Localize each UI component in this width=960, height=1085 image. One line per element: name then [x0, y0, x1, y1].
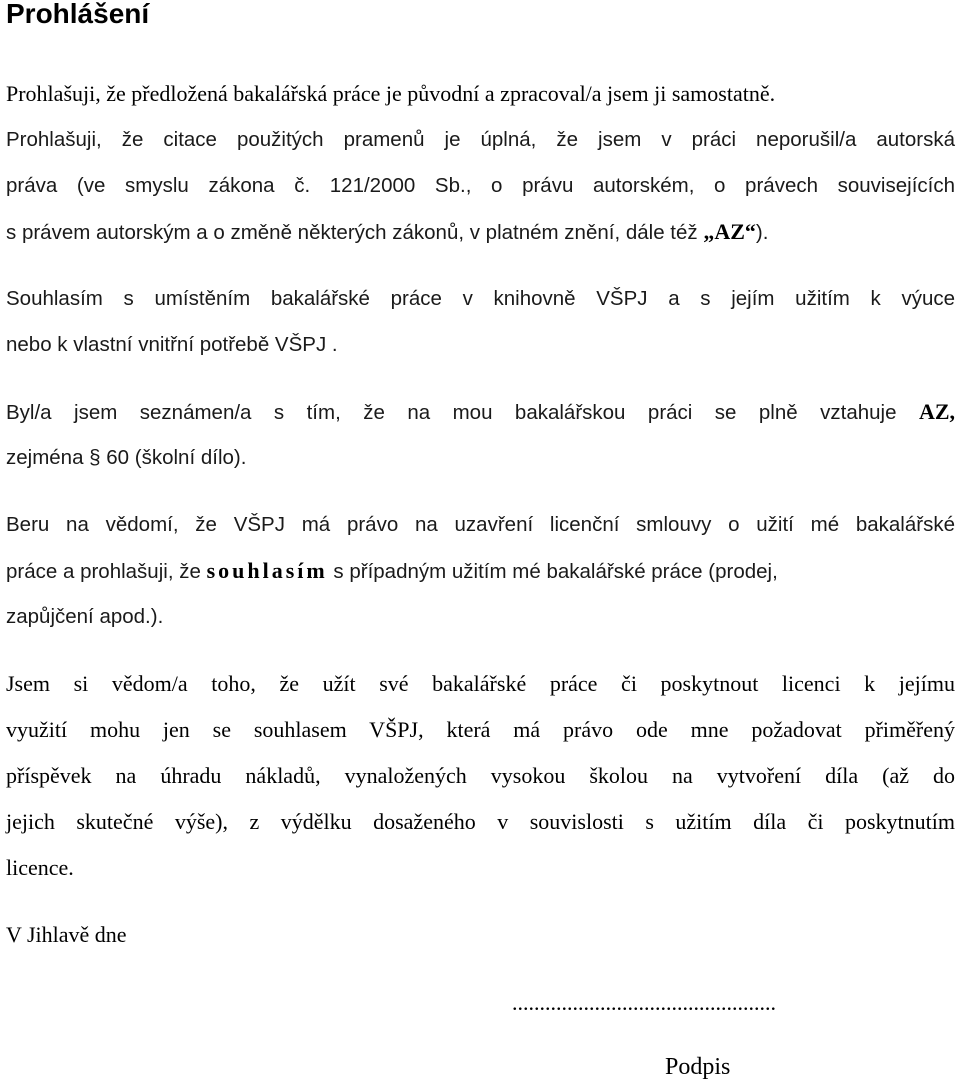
declaration-line-3: práva (ve smyslu zákona č. 121/2000 Sb., o právu autorském, o právech souvisejících: [6, 174, 955, 197]
place-date-line: V Jihlavě dne: [6, 922, 127, 947]
awareness-line-3: příspěvek na úhradu nákladů, vynaložených vysokou školou na vytvoření díla (až do: [6, 763, 955, 788]
awareness-line-2: využití mohu jen se souhlasem VŠPJ, která má právo ode mne požadovat přiměřený: [6, 717, 955, 742]
declaration-line-1: Prohlašuji, že předložená bakalářská práce je původní a zpracoval/a jsem ji samostatně.: [6, 81, 776, 106]
license-line-2-end: s případným užitím mé bakalářské práce (prodej,: [327, 560, 778, 583]
acknowledgement-line-1-text: Byl/a jsem seznámen/a s tím, že na mou bakalářskou práci se plně vztahuje: [6, 401, 919, 424]
acknowledgement-line-2: zejména § 60 (školní dílo).: [6, 446, 247, 469]
declaration-line-4: [6, 217, 955, 247]
license-line-1: Beru na vědomí, že VŠPJ má právo na uzavření licenční smlouvy o užití mé bakalářské: [6, 513, 955, 536]
license-line-3: zapůjčení apod.).: [6, 605, 164, 628]
page-title: Prohlášení: [6, 0, 150, 29]
license-line-2: [6, 556, 955, 586]
awareness-line-1: Jsem si vědom/a toho, že užít své bakalářské práce či poskytnout licenci k jejímu: [6, 671, 955, 696]
declaration-line-4-text: s právem autorským a o změně některých zákonů, v platném znění, dále též: [6, 221, 704, 244]
consent-line-1: Souhlasím s umístěním bakalářské práce v knihovně VŠPJ a s jejím užitím k výuce: [6, 287, 955, 310]
signature-label: Podpis: [665, 1054, 731, 1080]
license-line-2-start: práce a prohlašuji, že: [6, 560, 207, 583]
declaration-line-4-end: ).: [755, 221, 769, 244]
acknowledgement-line-1: [6, 397, 955, 427]
az-abbreviation-2: AZ,: [918, 399, 955, 424]
consent-line-2: nebo k vlastní vnitřní potřebě VŠPJ .: [6, 333, 338, 356]
awareness-line-4: jejich skutečné výše), z výdělku dosaženého v souvislosti s užitím díla či poskytnutím: [6, 809, 955, 834]
signature-line: ................................................: [512, 990, 776, 1015]
awareness-line-5: licence.: [6, 855, 74, 880]
az-abbreviation: „AZ“: [703, 219, 756, 244]
consent-emphasis: souhlasím: [206, 558, 328, 583]
declaration-line-2: Prohlašuji, že citace použitých pramenů je úplná, že jsem v práci neporušil/a autorská: [6, 128, 955, 151]
